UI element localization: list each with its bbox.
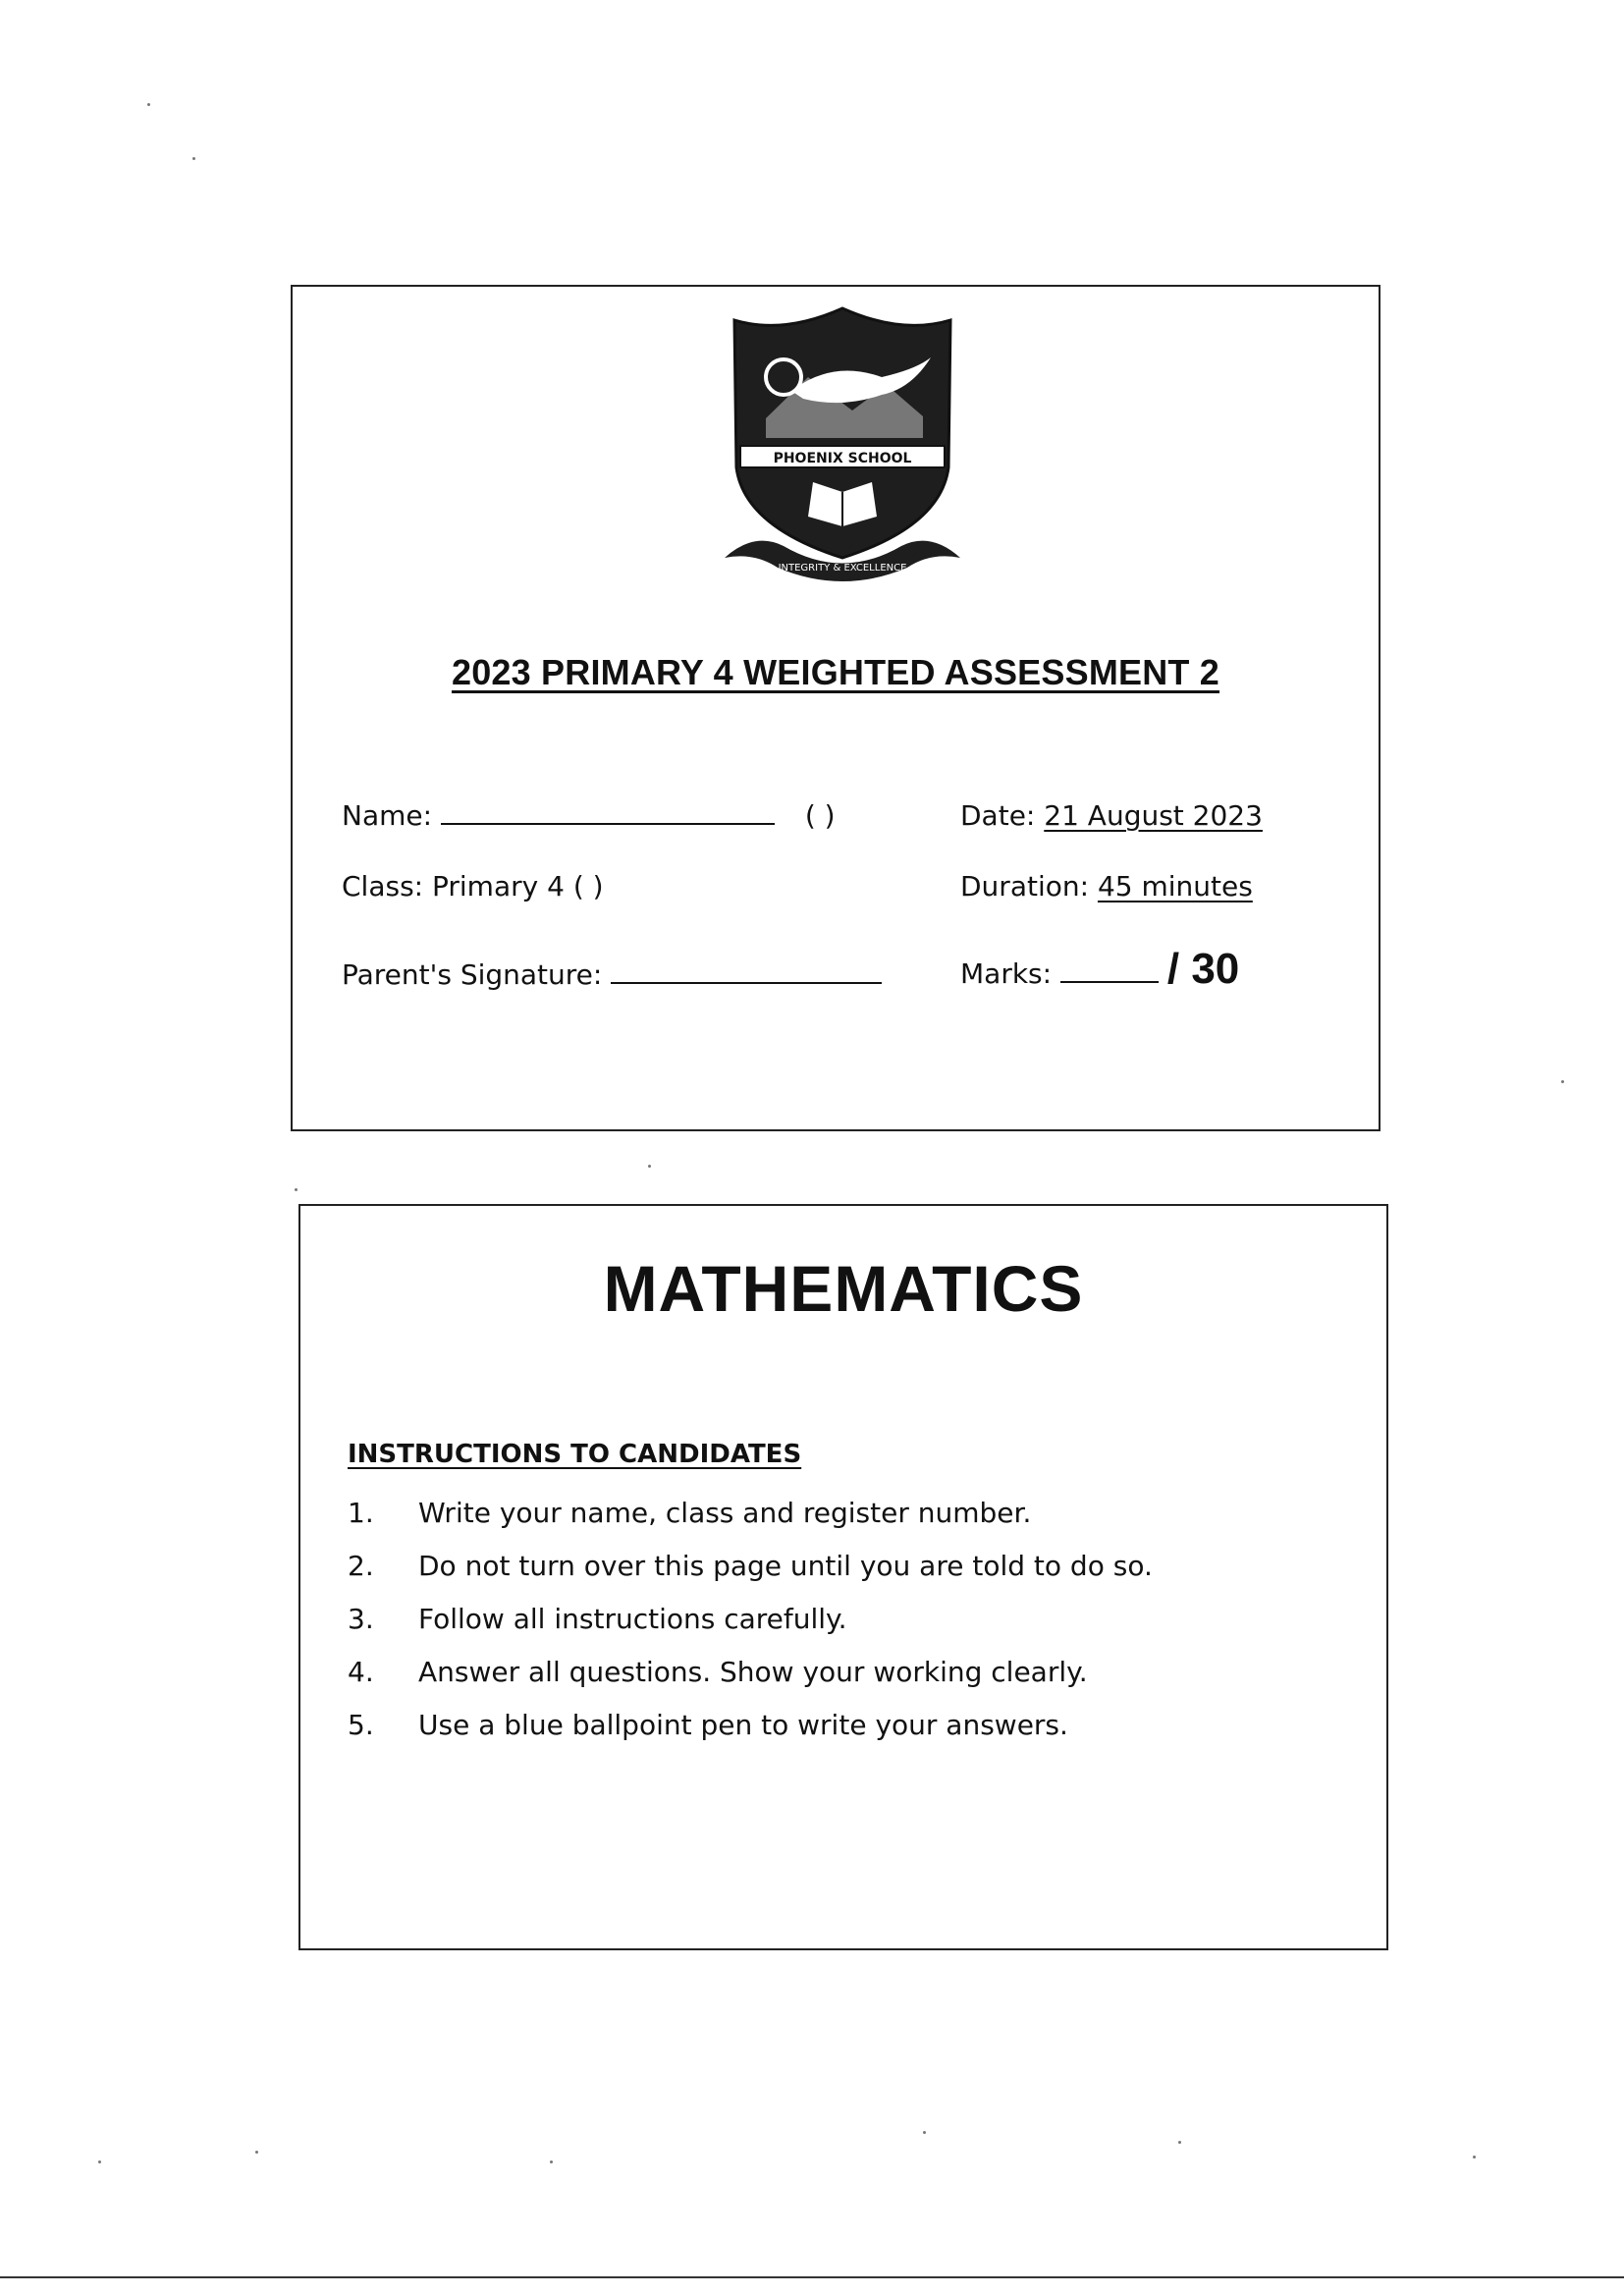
scan-speck — [550, 2160, 553, 2163]
class-field — [342, 870, 604, 902]
class-label: Class: Primary 4 ( ) — [342, 870, 604, 902]
instruction-item: 1. Write your name, class and register number. — [348, 1497, 1032, 1529]
name-field[interactable] — [342, 799, 836, 832]
name-label: Name: — [342, 799, 433, 832]
signature-field[interactable] — [342, 958, 882, 991]
scan-speck — [1561, 1080, 1564, 1083]
date-value: 21 August 2023 — [1044, 799, 1263, 832]
scan-speck — [98, 2160, 101, 2163]
subject-box — [298, 1204, 1388, 1950]
instructions-list — [348, 1487, 1153, 1752]
scan-speck — [923, 2131, 926, 2134]
duration-label: Duration: — [960, 870, 1090, 902]
header-box — [291, 285, 1380, 1131]
instruction-item: 4. Answer all questions. Show your working clearly. — [348, 1656, 1088, 1688]
assessment-title: 2023 PRIMARY 4 WEIGHTED ASSESSMENT 2 — [451, 652, 1220, 692]
svg-text:INTEGRITY & EXCELLENCE: INTEGRITY & EXCELLENCE — [778, 563, 907, 574]
name-line[interactable] — [441, 801, 775, 825]
instruction-item: 5. Use a blue ballpoint pen to write your answers. — [348, 1709, 1068, 1741]
school-crest-icon — [715, 301, 970, 585]
duration-field — [960, 870, 1253, 902]
marks-label: Marks: — [960, 957, 1053, 990]
scan-speck — [192, 157, 195, 160]
register-number-paren: ( ) — [804, 799, 836, 832]
scan-speck — [255, 2151, 258, 2154]
scan-speck — [1473, 2156, 1476, 2159]
marks-line — [1060, 959, 1159, 983]
scan-speck — [295, 1188, 298, 1191]
date-field — [960, 799, 1263, 832]
instructions-heading: INSTRUCTIONS TO CANDIDATES — [348, 1440, 802, 1469]
signature-line[interactable] — [611, 960, 882, 984]
duration-value: 45 minutes — [1097, 870, 1253, 902]
subject-title: MATHEMATICS — [603, 1252, 1084, 1325]
instruction-item: 3. Follow all instructions carefully. — [348, 1603, 847, 1635]
date-label: Date: — [960, 799, 1036, 832]
signature-label: Parent's Signature: — [342, 958, 603, 991]
instruction-item: 2. Do not turn over this page until you are told to do so. — [348, 1550, 1153, 1582]
marks-field — [960, 945, 1239, 994]
svg-text:PHOENIX SCHOOL: PHOENIX SCHOOL — [773, 451, 912, 466]
scan-speck — [147, 103, 150, 106]
bottom-rule — [0, 2276, 1624, 2278]
marks-total: / 30 — [1166, 945, 1240, 993]
scan-speck — [1178, 2141, 1181, 2144]
scan-speck — [648, 1165, 651, 1168]
